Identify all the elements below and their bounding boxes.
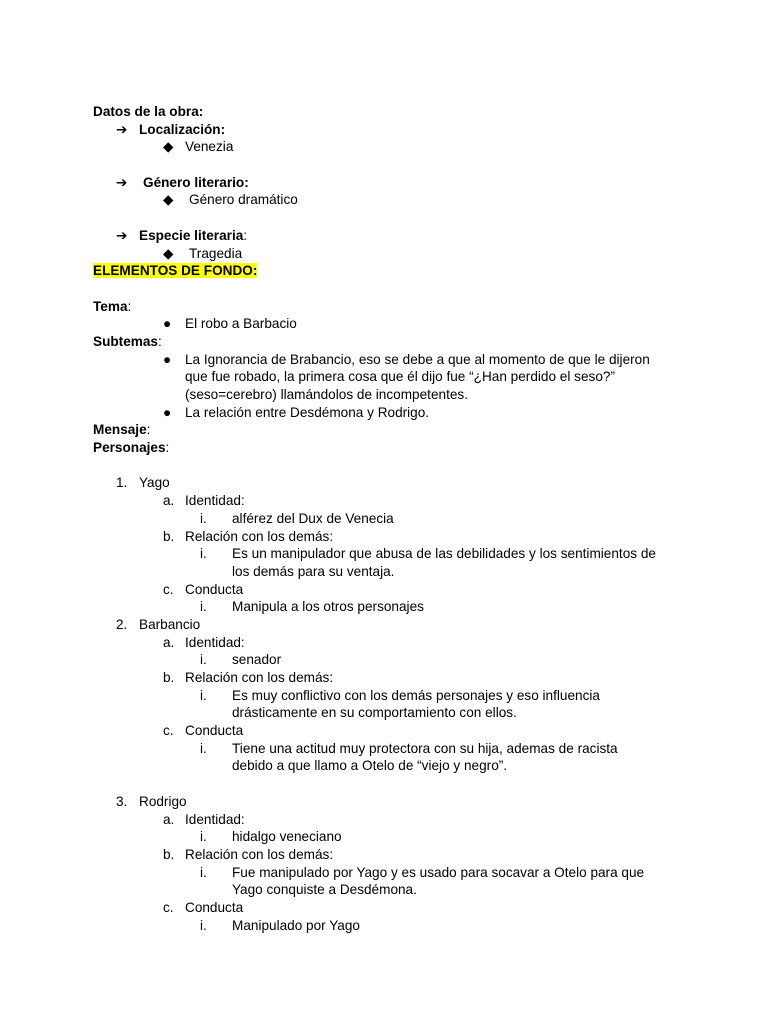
list-roman: i. bbox=[200, 510, 207, 526]
conducta-label: Conducta bbox=[185, 899, 244, 915]
identidad-label: Identidad: bbox=[185, 634, 245, 650]
sub-sub-item-continuation bbox=[0, 563, 768, 581]
list-letter: a. bbox=[163, 811, 175, 827]
personaje-name: Rodrigo bbox=[139, 793, 187, 809]
list-letter: a. bbox=[163, 493, 175, 509]
colon: : bbox=[127, 298, 132, 314]
mensaje-heading bbox=[0, 421, 768, 439]
diamond-bullet-icon: ◆ bbox=[163, 139, 174, 155]
sub-sub-item bbox=[0, 651, 768, 669]
sub-item-conducta bbox=[0, 581, 768, 599]
colon: : bbox=[146, 422, 151, 438]
round-bullet-icon: ● bbox=[163, 404, 172, 420]
relacion-label: Relación con los demás: bbox=[185, 528, 334, 544]
relacion-value: Es muy conflictivo con los demás personajes y eso influencia bbox=[232, 687, 600, 703]
especie-label: Especie literaria bbox=[139, 227, 244, 243]
relacion-value-line2: los demás para su ventaja. bbox=[232, 563, 395, 579]
tema-label: Tema bbox=[93, 298, 128, 314]
diamond-bullet-icon: ◆ bbox=[163, 245, 174, 261]
list-item-especie-value bbox=[0, 245, 768, 263]
especie-value: Tragedia bbox=[189, 245, 243, 261]
identidad-value: alférez del Dux de Venecia bbox=[232, 510, 394, 526]
identidad-value: senador bbox=[232, 652, 282, 668]
sub-item-relacion bbox=[0, 669, 768, 687]
list-roman: i. bbox=[200, 829, 207, 845]
highlighted-heading: ELEMENTOS DE FONDO: bbox=[93, 263, 258, 279]
conducta-value-line2: debido a que llamo a Otelo de “viejo y negro”. bbox=[232, 758, 508, 774]
sub-sub-item-continuation bbox=[0, 704, 768, 722]
list-item-especie bbox=[0, 227, 768, 245]
list-letter: a. bbox=[163, 634, 175, 650]
list-roman: i. bbox=[200, 740, 207, 756]
round-bullet-icon: ● bbox=[163, 316, 172, 332]
sub-item-relacion bbox=[0, 846, 768, 864]
relacion-label: Relación con los demás: bbox=[185, 846, 334, 862]
localizacion-value: Venezia bbox=[185, 139, 234, 155]
conducta-label: Conducta bbox=[185, 723, 244, 739]
list-roman: i. bbox=[200, 864, 207, 880]
list-item-localizacion bbox=[0, 121, 768, 139]
personajes-label: Personajes bbox=[93, 440, 166, 456]
arrow-icon: ➔ bbox=[116, 227, 128, 243]
list-item-subtema-2 bbox=[0, 404, 768, 422]
personaje-item-barbancio bbox=[0, 616, 768, 634]
subtema-2-text: La relación entre Desdémona y Rodrigo. bbox=[185, 404, 430, 420]
list-roman: i. bbox=[200, 599, 207, 615]
list-letter: c. bbox=[163, 723, 174, 739]
list-item-tema bbox=[0, 315, 768, 333]
list-letter: b. bbox=[163, 670, 175, 685]
colon: : bbox=[165, 440, 170, 456]
identidad-value: hidalgo veneciano bbox=[232, 829, 342, 845]
personaje-name: Barbancio bbox=[139, 616, 201, 632]
sub-item-identidad bbox=[0, 492, 768, 510]
subtema-1-continuation bbox=[0, 386, 768, 404]
section-title-datos: Datos de la obra: bbox=[93, 104, 204, 119]
list-letter: c. bbox=[163, 899, 174, 915]
relacion-value: Es un manipulador que abusa de las debilidades y los sentimientos de bbox=[232, 546, 656, 562]
tema-item: El robo a Barbacio bbox=[185, 316, 297, 332]
sub-sub-item bbox=[0, 545, 768, 563]
relacion-value-line2: Yago conquiste a Desdémona. bbox=[232, 882, 417, 898]
subtemas-label: Subtemas bbox=[93, 333, 158, 349]
list-roman: i. bbox=[200, 546, 207, 562]
list-number: 2. bbox=[116, 616, 128, 632]
subtema-1-text-line3: (seso=cerebro) llamándolos de incompetentes. bbox=[185, 387, 468, 402]
list-item-localizacion-value bbox=[0, 138, 768, 156]
sub-sub-item bbox=[0, 828, 768, 846]
list-number: 3. bbox=[116, 793, 128, 809]
colon: : bbox=[157, 333, 162, 349]
genero-value: Género dramático bbox=[189, 192, 298, 208]
sub-sub-item bbox=[0, 510, 768, 528]
list-roman: i. bbox=[200, 687, 207, 703]
conducta-value: Manipulado por Yago bbox=[232, 917, 360, 933]
list-item-subtema-1 bbox=[0, 351, 768, 369]
personaje-name: Yago bbox=[139, 475, 170, 491]
list-item-genero bbox=[0, 174, 768, 192]
colon: : bbox=[243, 227, 248, 243]
list-letter: c. bbox=[163, 581, 174, 597]
section-title-elementos bbox=[0, 262, 768, 280]
list-letter: b. bbox=[163, 846, 175, 862]
subtema-1-continuation bbox=[0, 368, 768, 386]
conducta-value: Tiene una actitud muy protectora con su hija, ademas de racista bbox=[232, 740, 618, 756]
subtemas-heading bbox=[0, 333, 768, 351]
subtema-1-text-line2: que fue robado, la primera cosa que él dijo fue “¿Han perdido el seso?” bbox=[185, 369, 615, 385]
identidad-label: Identidad: bbox=[185, 811, 245, 827]
sub-item-relacion bbox=[0, 528, 768, 546]
subtema-1-text: La Ignorancia de Brabancio, eso se debe a que al momento de que le dijeron bbox=[185, 351, 650, 367]
arrow-icon: ➔ bbox=[116, 174, 128, 190]
sub-item-conducta bbox=[0, 722, 768, 740]
list-roman: i. bbox=[200, 652, 207, 668]
relacion-label: Relación con los demás: bbox=[185, 670, 334, 685]
tema-heading bbox=[0, 298, 768, 316]
list-letter: b. bbox=[163, 528, 175, 544]
list-roman: i. bbox=[200, 917, 207, 933]
mensaje-label: Mensaje bbox=[93, 422, 147, 438]
identidad-label: Identidad: bbox=[185, 493, 245, 509]
sub-sub-item-continuation bbox=[0, 881, 768, 899]
sub-sub-item bbox=[0, 687, 768, 705]
sub-sub-item bbox=[0, 598, 768, 616]
round-bullet-icon: ● bbox=[163, 351, 172, 367]
sub-sub-item bbox=[0, 917, 768, 935]
list-number: 1. bbox=[116, 475, 128, 491]
conducta-label: Conducta bbox=[185, 581, 244, 597]
sub-sub-item bbox=[0, 740, 768, 758]
list-item-genero-value bbox=[0, 191, 768, 209]
diamond-bullet-icon: ◆ bbox=[163, 192, 174, 208]
conducta-value: Manipula a los otros personajes bbox=[232, 599, 424, 615]
sub-sub-item bbox=[0, 864, 768, 882]
genero-label: Género literario: bbox=[143, 174, 249, 190]
relacion-value: Fue manipulado por Yago y es usado para socavar a Otelo para que bbox=[232, 864, 645, 880]
localizacion-label: Localización: bbox=[139, 121, 226, 137]
personaje-item-yago bbox=[0, 474, 768, 492]
sub-item-identidad bbox=[0, 811, 768, 829]
relacion-value-line2: drásticamente en su comportamiento con ellos. bbox=[232, 705, 517, 721]
personaje-item-rodrigo bbox=[0, 793, 768, 811]
personajes-heading bbox=[0, 439, 768, 457]
sub-item-identidad bbox=[0, 634, 768, 652]
sub-sub-item-continuation bbox=[0, 757, 768, 775]
sub-item-conducta bbox=[0, 899, 768, 917]
document-page bbox=[0, 103, 768, 934]
arrow-icon: ➔ bbox=[116, 121, 128, 137]
